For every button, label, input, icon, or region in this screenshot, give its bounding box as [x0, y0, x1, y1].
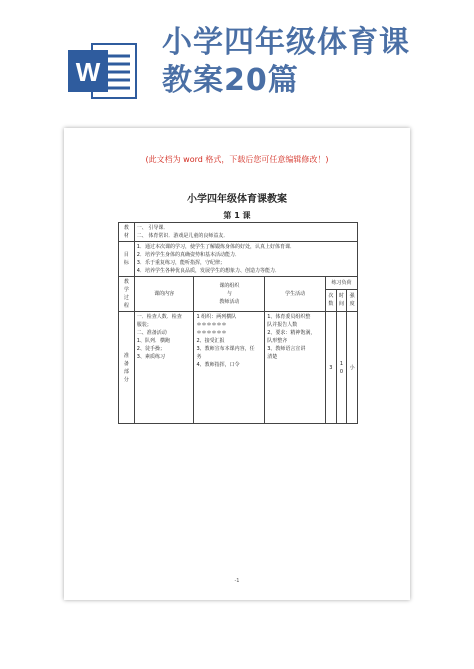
prep-time: 1 0	[336, 312, 347, 424]
document-title: 小学四年级体育课教案	[187, 194, 287, 205]
prep-label: 准 备 部 分	[119, 312, 135, 424]
text-line: 2、接受汇报	[196, 338, 225, 344]
text-line: 二、 体育常识．游戏是儿童的良师益友．	[136, 233, 229, 239]
banner-title	[162, 24, 462, 100]
banner-title-line1: 小学四年级体育课	[162, 25, 410, 60]
col-times-header: 次 数	[326, 289, 337, 311]
lesson-plan-table	[118, 222, 358, 424]
prep-student-activity	[265, 312, 326, 424]
text-line: 清楚	[267, 354, 278, 360]
text-line: 4、教师指挥，口令	[196, 362, 240, 368]
text-line: 2、徒手操；	[136, 346, 165, 352]
text-line: 2．培养学生身体的真确姿势和基本活动能力．	[136, 252, 240, 258]
text-line: 4．培养学生各种优良品质，发展学生的想象力、创造力等能力．	[136, 268, 280, 274]
text-line: 服装；	[136, 322, 152, 328]
text-line: 一、 引导课．	[136, 225, 169, 231]
text-line: ＊＊＊＊＊＊	[196, 330, 227, 336]
text-line: 1、体育委员组织整	[267, 314, 311, 320]
goal-label: 目 标	[119, 242, 135, 277]
header-banner	[0, 0, 474, 120]
banner-title-line2: 教案20篇	[162, 63, 299, 98]
prep-content	[134, 312, 194, 424]
col-content-header: 课的内容	[134, 277, 194, 312]
col-org-header: 课的组织 与 教师活动	[194, 277, 265, 312]
table-row	[119, 312, 358, 424]
text-line: 3．乐于重复练习，能听指挥，守纪律；	[136, 260, 225, 266]
page-number: -1	[234, 578, 240, 584]
text-line: 务	[196, 354, 202, 360]
text-line: 1 组织：两列横队	[196, 314, 237, 320]
text-line: 1、队列．横跑	[136, 338, 170, 344]
text-line: 一．检查人数．检查	[136, 314, 182, 320]
text-line: 3、素质练习	[136, 354, 165, 360]
lesson-number: 第 1 课	[223, 211, 251, 220]
material-content	[134, 223, 357, 242]
table-row	[119, 223, 358, 242]
prep-intensity: 小	[347, 312, 358, 424]
text-line: ＊＊＊＊＊＊	[196, 322, 227, 328]
col-practice-header: 练习负荷	[326, 277, 358, 290]
goal-content	[134, 242, 357, 277]
text-line: 二、准备活动	[136, 330, 167, 336]
text-line: 1．通过本次课的学习，使学生了解锻炼身体的好处，认真上好体育课．	[136, 244, 295, 250]
download-notice: (此文档为 word 格式，下载后您可任意编辑修改！)	[145, 155, 329, 164]
text-line: 队形整齐	[267, 338, 288, 344]
col-time-header: 时 间	[336, 289, 347, 311]
prep-organization	[194, 312, 265, 424]
text-line: 2、要求：精神饱满，	[267, 330, 316, 336]
process-label: 教 学 过 程	[119, 277, 135, 312]
text-line: 3、教师宣布本课内容，任	[196, 346, 255, 352]
col-intensity-header: 强 度	[347, 289, 358, 311]
text-line: 队并报告人数	[267, 322, 298, 328]
svg-text:W: W	[75, 57, 101, 87]
material-label: 教 材	[119, 223, 135, 242]
prep-times: 3	[326, 312, 337, 424]
table-row	[119, 277, 358, 290]
word-icon	[66, 40, 138, 102]
text-line: 3、教师语言宣讲	[267, 346, 306, 352]
col-student-header: 学生活动	[265, 277, 326, 312]
document-page	[64, 128, 410, 600]
table-row	[119, 242, 358, 277]
